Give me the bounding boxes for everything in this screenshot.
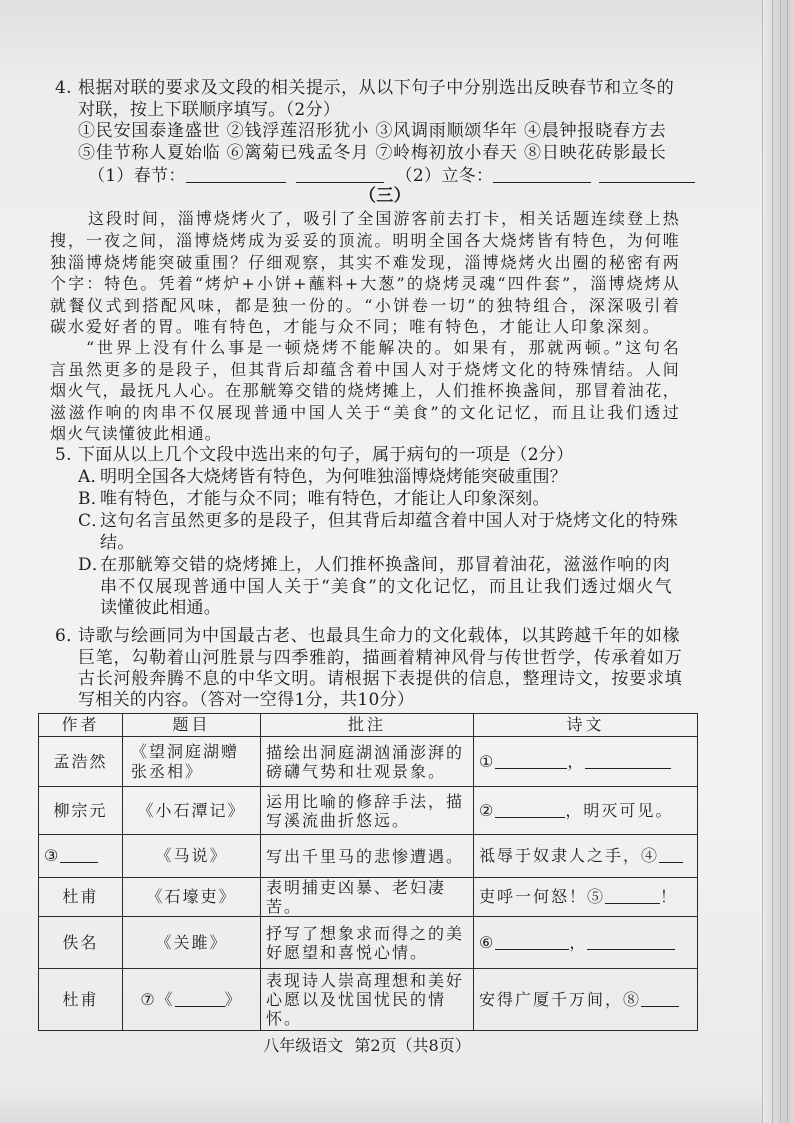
section-heading: （三） (359, 186, 411, 206)
verse-cell (474, 835, 698, 878)
question-5-stem: 下面从以上几个文段中选出来的句子，属于病句的一项是（2分） (78, 445, 574, 465)
verse-text: ，明灭可见。 (565, 800, 674, 820)
author-cell: 孟浩然 (39, 737, 123, 787)
author-text: ③ (44, 846, 61, 865)
note-cell: 表现诗人崇高理想和美好心愿以及忧国忧民的情怀。 (261, 969, 474, 1031)
note-cell: 抒写了想象求而得之的美好愿望和喜悦心情。 (261, 917, 474, 969)
passage-line: 烟火气读懂彼此相通。 (50, 424, 223, 443)
answer-blank (495, 802, 565, 818)
verse-text: 吏呼一何怒！⑤ (479, 887, 606, 906)
passage-line: 这段时间，淄博烧烤火了，吸引了全国游客前去打卡，相关话题连续登上热 (88, 209, 680, 228)
table-row (39, 737, 698, 787)
answer-blank (585, 753, 671, 769)
passage-line: 碳水爱好者的胃。唯有特色，才能与众不同；唯有特色，才能让人印象深刻。 (50, 317, 660, 336)
table-row (39, 787, 698, 835)
table-header-cell: 题目 (123, 714, 261, 737)
verse-text: ， (567, 751, 586, 771)
option-label: C． (78, 511, 109, 531)
title-cell: 《关雎》 (123, 917, 261, 969)
answer-blank (495, 753, 567, 769)
title-text: ⑦《 (140, 989, 175, 1009)
verse-text: ， (569, 932, 588, 952)
passage-line: 烟火气，最抚凡人心。在那觥筹交错的烧烤摊上，人们推杯换盏间，那冒着油花， (50, 381, 680, 400)
page-edge-line (787, 0, 788, 1123)
table-row (39, 835, 698, 878)
option-text-line: 这句名言虽然更多的是段子，但其背后却蕴含着中国人对于烧烤文化的特殊 (100, 511, 678, 531)
verse-text: ① (479, 751, 496, 771)
answer-blank (599, 167, 695, 183)
answer-blank (659, 847, 683, 863)
poem-table (38, 713, 698, 1031)
author-cell: 柳宗元 (39, 787, 123, 835)
answer-blank (493, 167, 591, 183)
answer-blank (186, 167, 286, 183)
title-cell: 《马说》 (123, 835, 261, 878)
table-header-cell: 批注 (261, 714, 474, 737)
option-text-line: 结。 (100, 533, 135, 553)
question-6-stem-line: 古长河般奔腾不息的中华文明。请根据下表提供的信息，整理诗文，按要求填 (78, 669, 682, 689)
answer-blank (60, 847, 98, 863)
question-6-stem-line: 诗歌与绘画同为中国最古老、也最具生命力的文化载体，以其跨越千年的如椽 (78, 626, 680, 646)
verse-cell (474, 917, 698, 969)
option-text-line: 串不仅展现普通中国人关于“美食”的文化记忆，而且让我们透过烟火气 (100, 577, 672, 597)
verse-text: 祗辱于奴隶人之手，④ (479, 846, 660, 865)
table-header-cell: 作者 (39, 714, 123, 737)
note-cell: 写出千里马的悲惨遭遇。 (261, 835, 474, 878)
answer-blank (175, 991, 225, 1007)
passage-line: 滋滋作响的肉串不仅展现普通中国人关于“美食”的文化记忆，而且让我们透过 (50, 403, 680, 422)
passage-line: 搜，一夜之间，淄博烧烤成为妥妥的顶流。明明全国各大烧烤皆有特色，为何唯 (50, 231, 680, 250)
question-6-number: 6． (55, 626, 84, 646)
question-6-stem-line: 写相关的内容。（答对一空得1分，共10分） (78, 690, 415, 710)
question-4-stem-line: 根据对联的要求及文段的相关提示，从以下句子中分别选出反映春节和立冬的 (78, 78, 674, 98)
question-4-answer-line (88, 165, 695, 187)
title-cell: 《石壕吏》 (123, 878, 261, 917)
option-text-line: 唯有特色，才能与众不同；唯有特色，才能让人印象深刻。 (100, 489, 550, 509)
verse-text: ② (479, 800, 496, 820)
question-6-stem-line: 巨笔，勾勒着山河胜景与四季雅韵，描画着精神风骨与传世哲学，传承着如万 (78, 648, 682, 668)
passage-line: 就餐仪式到搭配风味，都是独一份的。“小饼卷一切”的独特组合，深深吸引着 (50, 296, 680, 315)
verse-cell (474, 787, 698, 835)
page-edge-line (772, 0, 773, 1123)
passage-line: 独淄博烧烤能突破重围？仔细观察，其实不难发现，淄博烧烤火出圈的秘密有两 (50, 253, 680, 272)
note-cell: 运用比喻的修辞手法，描写溪流曲折悠远。 (261, 787, 474, 835)
question-4-options-line: ⑤佳节称人夏始临 ⑥篱菊已残孟冬月 ⑦岭梅初放小春天 ⑧日映花砖影最长 (78, 143, 666, 163)
option-text-line: 读懂彼此相通。 (100, 598, 222, 618)
answer-blank (605, 888, 660, 904)
title-text: 》 (224, 989, 243, 1009)
author-cell: 杜甫 (39, 878, 123, 917)
page-edge-line (780, 0, 781, 1123)
passage-line: 言虽然更多的是段子，但其背后却蕴含着中国人对于烧烤文化的特殊情结。人间 (50, 360, 680, 379)
table-header-cell: 诗文 (474, 714, 698, 737)
title-cell: 《望洞庭湖赠张丞相》 (123, 737, 261, 787)
verse-text: ⑥ (479, 932, 496, 952)
answer-blank (641, 991, 679, 1007)
table-header-row (39, 714, 698, 737)
paper-shadow (0, 1090, 793, 1123)
question-5-number: 5. (55, 445, 72, 465)
title-cell (123, 969, 261, 1031)
answer-spring-label: （1）春节： (88, 166, 186, 186)
answer-winter-label: （2）立冬： (395, 166, 494, 186)
answer-blank (587, 934, 675, 950)
author-cell (39, 835, 123, 878)
page-stack-edge (762, 0, 793, 1123)
note-cell: 表明捕吏凶暴、老妇凄苦。 (261, 878, 474, 917)
passage-line: “世界上没有什么事是一顿烧烤不能解决的。如果有，那就两顿。”这句名 (86, 338, 680, 357)
title-cell: 《小石潭记》 (123, 787, 261, 835)
author-cell: 杜甫 (39, 969, 123, 1031)
verse-text: ！ (660, 887, 679, 906)
option-text-line: 在那觥筹交错的烧烤摊上，人们推杯换盏间，那冒着油花，滋滋作响的肉 (100, 555, 670, 575)
table-row (39, 917, 698, 969)
page-footer: 八年级语文 第2页（共8页） (263, 1036, 471, 1055)
option-label: B． (78, 489, 109, 509)
table-row (39, 969, 698, 1031)
passage-line: 个字：特色。凭着“烤炉+小饼+蘸料+大葱”的烧烤灵魂“四件套”，淄博烧烤从 (50, 274, 680, 293)
answer-blank (296, 167, 384, 183)
verse-cell (474, 737, 698, 787)
option-text-line: 明明全国各大烧烤皆有特色，为何唯独淄博烧烤能突破重围？ (100, 467, 568, 487)
verse-text: 安得广厦千万间，⑧ (479, 989, 642, 1009)
answer-blank (495, 934, 569, 950)
question-4-stem-line: 对联，按上下联顺序填写。（2分） (78, 100, 341, 120)
question-4-options-line: ①民安国泰逢盛世 ②钱浮莲沼形犹小 ③风调雨顺颂华年 ④晨钟报晓春方去 (78, 121, 666, 141)
note-cell: 描绘出洞庭湖汹涌澎湃的磅礴气势和壮观景象。 (261, 737, 474, 787)
option-label: D． (78, 555, 110, 575)
question-4-number: 4. (55, 78, 72, 98)
verse-cell (474, 878, 698, 917)
author-cell: 佚名 (39, 917, 123, 969)
verse-cell (474, 969, 698, 1031)
table-row (39, 878, 698, 917)
option-label: A． (78, 467, 108, 487)
